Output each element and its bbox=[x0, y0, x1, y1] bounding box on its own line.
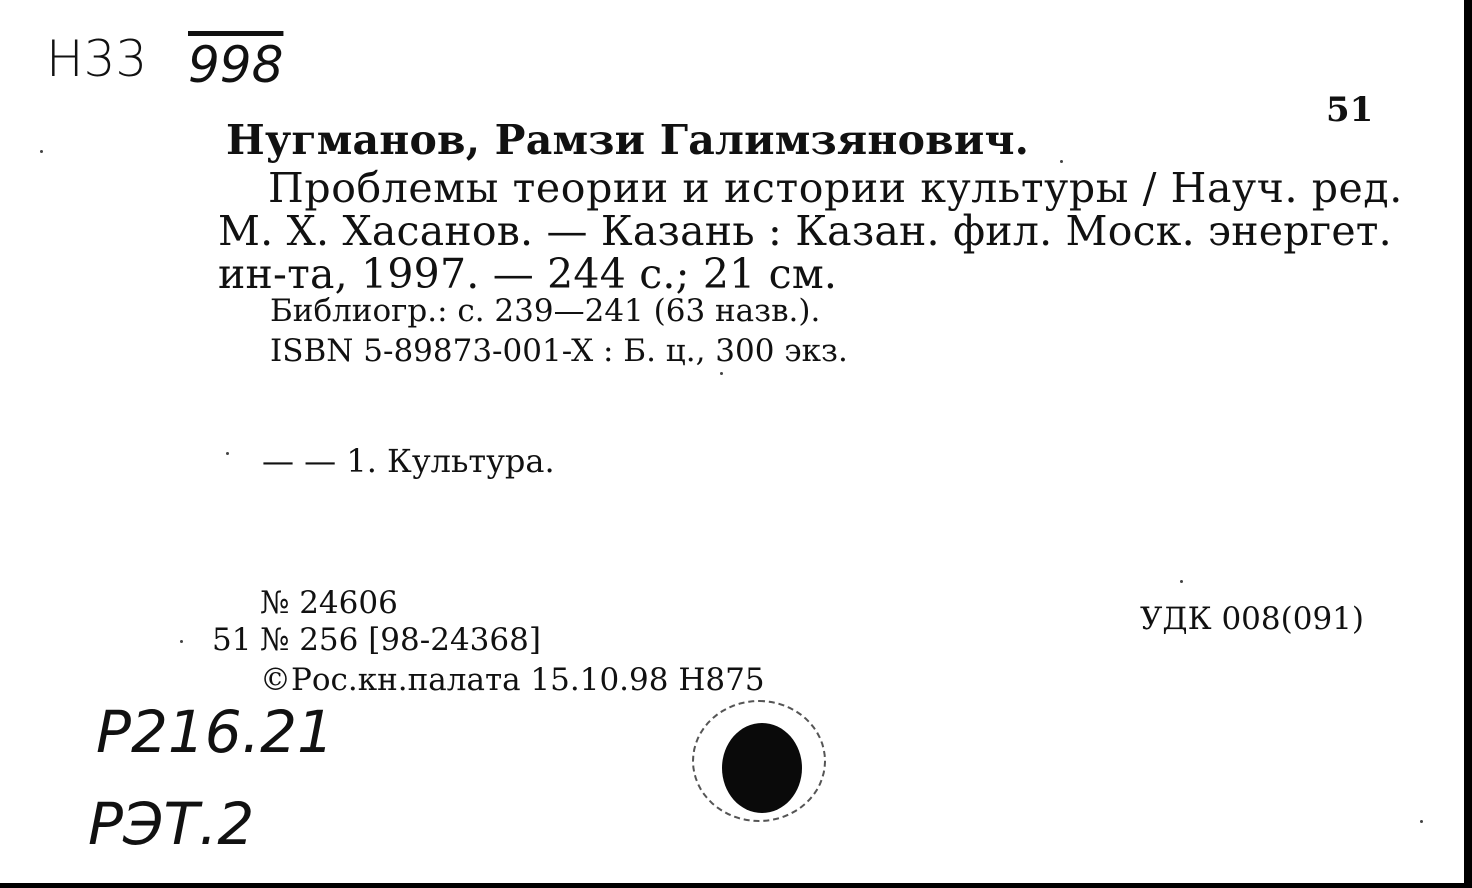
card-number: 51 bbox=[1326, 90, 1374, 130]
title-line-3: ин-та, 1997. — 244 с.; 21 см. bbox=[218, 250, 838, 298]
isbn-line: ISBN 5-89873-001-X : Б. ц., 300 экз. bbox=[270, 333, 848, 369]
title-line-2: М. Х. Хасанов. — Казань : Казан. фил. Моск. энергет. bbox=[218, 207, 1392, 255]
handwritten-shelfmark-number: 998 bbox=[188, 36, 284, 94]
scan-speck bbox=[1180, 580, 1183, 583]
scan-speck bbox=[1060, 160, 1063, 163]
registration-prefix: 51 bbox=[212, 622, 252, 658]
title-line-1: Проблемы теории и истории культуры / Науч. ред. bbox=[268, 164, 1403, 212]
author-heading: Нугманов, Рамзи Галимзянович. bbox=[226, 116, 1030, 164]
handwritten-shelfmark-prefix: Н33 bbox=[46, 30, 148, 88]
book-chamber-stamp: ©Рос.кн.палата 15.10.98 Н875 bbox=[260, 662, 765, 698]
registration-number-1: № 24606 bbox=[260, 585, 398, 621]
udc-code: УДК 008(091) bbox=[1140, 601, 1364, 637]
bibliography-note: Библиогр.: с. 239—241 (63 назв.). bbox=[270, 293, 821, 329]
scan-speck bbox=[180, 640, 183, 643]
scan-speck bbox=[720, 372, 723, 375]
registration-number-2: № 256 [98-24368] bbox=[260, 622, 541, 658]
handwritten-code-2: РЭТ.2 bbox=[88, 790, 255, 858]
punch-hole bbox=[722, 723, 802, 813]
scan-speck bbox=[226, 452, 229, 455]
scan-speck bbox=[1420, 820, 1423, 823]
subject-heading: — — 1. Культура. bbox=[262, 442, 555, 480]
scan-speck bbox=[40, 150, 43, 153]
handwritten-code-1: Р216.21 bbox=[96, 698, 334, 766]
